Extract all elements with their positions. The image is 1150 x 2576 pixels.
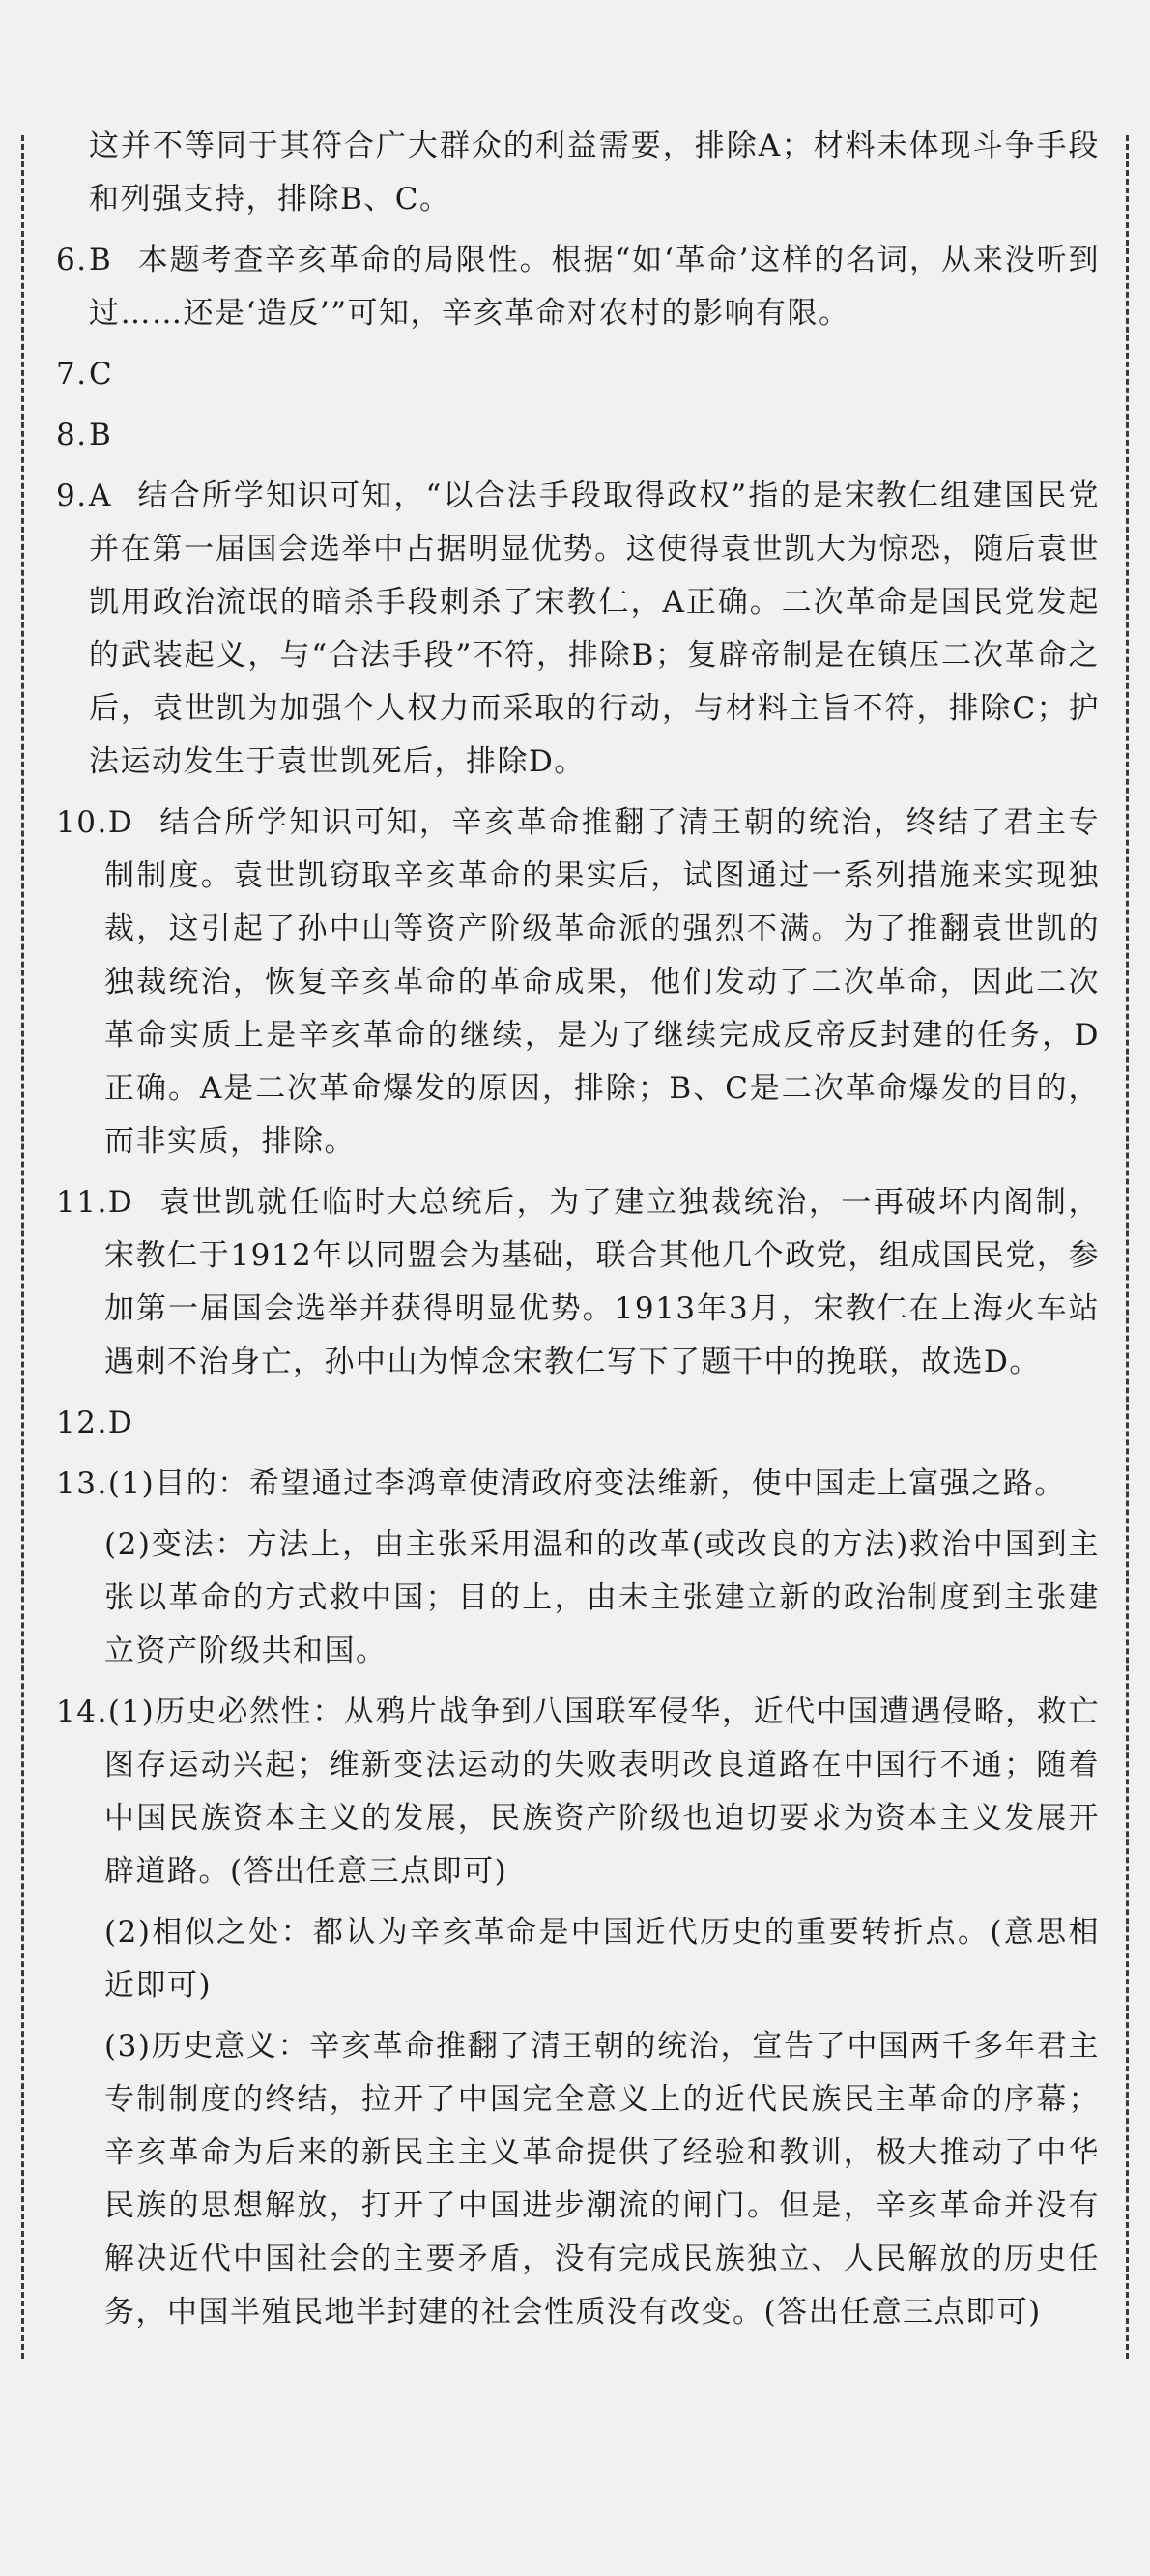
item-answer: A [89, 478, 112, 513]
answer-item-14-part-3: (3)历史意义：辛亥革命推翻了清王朝的统治，宣告了中国两千多年君主专制制度的终结，拉开了中国完全意义上的近代民族民主革命的序幕；辛亥革命为后来的新民主主义革命提供了经验和教训，极大推动了中华民族的思想解放，打开了中国进步潮流的闸门。但是，辛亥革命并没有解决近代中国社会的主要矛盾，没有完成民族独立、人民解放的历史任务，中国半殖民地半封建的社会性质没有改变。(答出任意三点即可) [104, 2029, 1100, 2330]
continuation-text: 这并不等同于其符合广大群众的利益需要，排除A；材料未体现斗争手段和列强支持，排除B、C。 [89, 129, 1100, 217]
item-answer: B [89, 243, 113, 277]
item-number: 13. [56, 1466, 108, 1501]
answer-item-10 [56, 796, 1100, 1169]
item-explanation: 袁世凯就任临时大总统后，为了建立独裁统治，一再破坏内阁制，宋教仁于1912年以同盟会为基础，联合其他几个政党，组成国民党，参加第一届国会选举并获得明显优势。1913年3月，宋教仁在上海火车站遇刺不治身亡，孙中山为悼念宋教仁写下了题干中的挽联，故选D。 [104, 1185, 1100, 1379]
answer-item-12 [56, 1397, 1100, 1450]
answer-item-13-part-1 [56, 1458, 1100, 1511]
item-explanation: 结合所学知识可知，“以合法手段取得政权”指的是宋教仁组建国民党并在第一届国会选举中占据明显优势。这使得袁世凯大为惊恐，随后袁世凯用政治流氓的暗杀手段刺杀了宋教仁，A正确。二次革命是国民党发起的武装起义，与“合法手段”不符，排除B；复辟帝制是在镇压二次革命之后，袁世凯为加强个人权力而采取的行动，与材料主旨不符，排除C；护法运动发生于袁世凯死后，排除D。 [89, 478, 1100, 779]
answer-item-7 [56, 348, 1100, 401]
answer-item-8 [56, 409, 1100, 462]
item-answer: D [107, 1185, 134, 1220]
item-explanation: 结合所学知识可知，辛亥革命推翻了清王朝的统治，终结了君主专制制度。袁世凯窃取辛亥革命的果实后，试图通过一系列措施来实现独裁，这引起了孙中山等资产阶级革命派的强烈不满。为了推翻袁世凯的独裁统治，恢复辛亥革命的革命成果，他们发动了二次革命，因此二次革命实质上是辛亥革命的继续，是为了继续完成反帝反封建的任务，D正确。A是二次革命爆发的原因，排除；B、C是二次革命爆发的目的，而非实质，排除。 [104, 805, 1100, 1159]
right-binding-dashed-line [1126, 135, 1129, 2359]
item-number: 14. [56, 1694, 108, 1729]
item-explanation: 本题考查辛亥革命的局限性。根据“如‘革命’这样的名词，从来没听到过……还是‘造反’”可知，辛亥革命对农村的影响有限。 [89, 243, 1100, 331]
answer-item-13-part-2: (2)变法：方法上，由主张采用温和的改革(或改良的方法)救治中国到主张以革命的方式救中国；目的上，由未主张建立新的政治制度到主张建立资产阶级共和国。 [104, 1527, 1100, 1668]
item-answer: D [107, 1405, 134, 1440]
answer-item-9 [56, 470, 1100, 789]
left-binding-dashed-line [21, 135, 24, 2359]
item-number: 12. [56, 1405, 108, 1440]
answer-key-content [56, 120, 1100, 2347]
item-answer: C [89, 357, 114, 391]
item-answer: B [89, 418, 113, 452]
answer-item-11 [56, 1176, 1100, 1389]
item-number: 7. [56, 357, 88, 391]
item-number: 6. [56, 243, 88, 277]
item-explanation: (1)历史必然性：从鸦片战争到八国联军侵华，近代中国遭遇侵略，救亡图存运动兴起；维新变法运动的失败表明改良道路在中国行不通；随着中国民族资本主义的发展，民族资产阶级也迫切要求为资本主义发展开辟道路。(答出任意三点即可) [104, 1694, 1100, 1889]
item-answer: D [107, 805, 134, 840]
answer-item-6 [56, 234, 1100, 340]
item-number: 11. [56, 1185, 108, 1220]
item-number: 9. [56, 478, 88, 513]
item-number: 10. [56, 805, 108, 840]
answer-item-14-part-1 [56, 1686, 1100, 1898]
answer-item-14-part-2: (2)相似之处：都认为辛亥革命是中国近代历史的重要转折点。(意思相近即可) [104, 1915, 1100, 2003]
item-number: 8. [56, 418, 88, 452]
item-explanation: (1)目的：希望通过李鸿章使清政府变法维新，使中国走上富强之路。 [107, 1466, 1066, 1501]
